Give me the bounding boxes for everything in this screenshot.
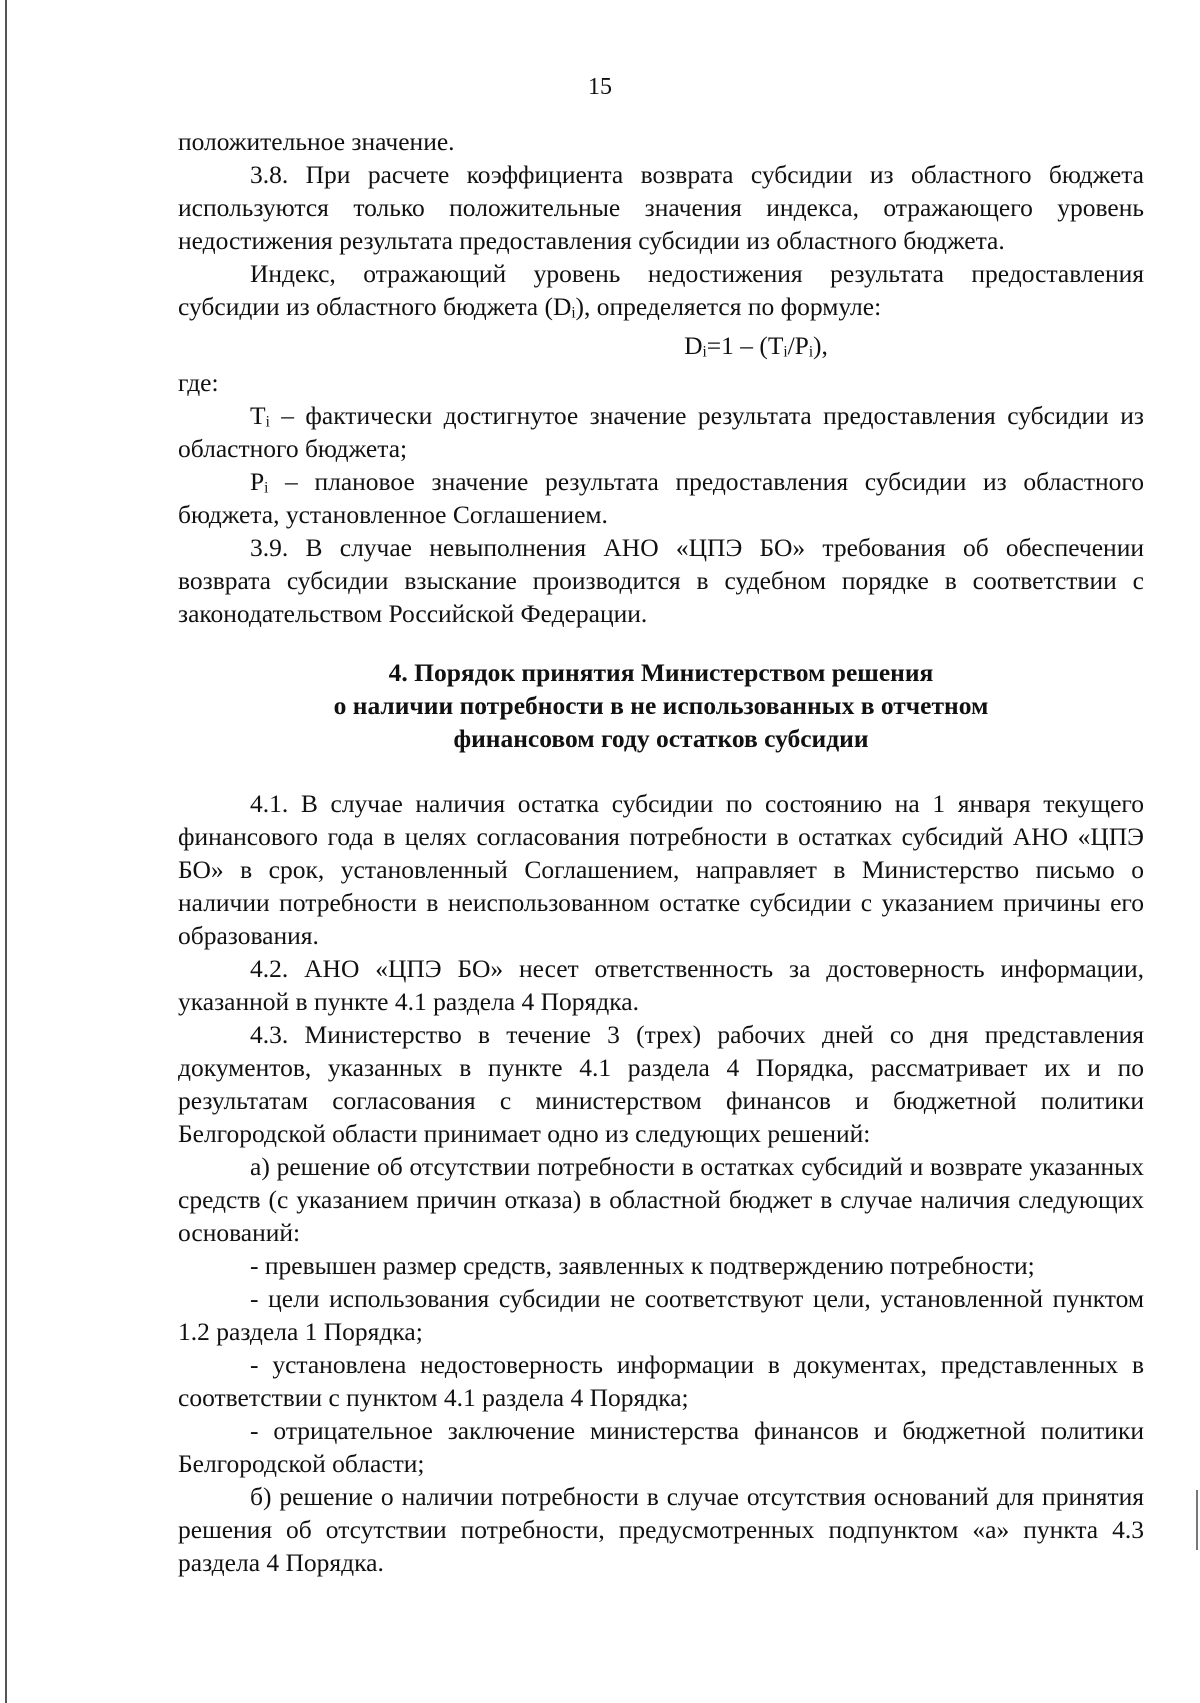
scan-edge-mark (1196, 1490, 1198, 1550)
paragraph-ti-definition: Tᵢ – фактически достигнутое значение результата предоставления субсидии из областного бюджета; (178, 401, 1144, 463)
paragraph-index-definition: Индекс, отражающий уровень недостижения результата предоставления субсидии из областного бюджета (Dᵢ), определяется по формуле: (178, 259, 1144, 321)
paragraph-3-9: 3.9. В случае невыполнения АНО «ЦПЭ БО» требования об обеспечении возврата субсидии взыскание производится в судебном порядке в соответствии с законодательством Российской Федерации. (178, 533, 1144, 628)
section-heading-4 (178, 656, 1144, 755)
paragraph-4-3-a: а) решение об отсутствии потребности в остатках субсидий и возврате указанных средств (с указанием причин отказа) в областной бюджет в случае наличия следующих оснований: (178, 1152, 1144, 1247)
heading-line: 4. Порядок принятия Министерством решения (388, 658, 934, 687)
paragraph-4-3-b: б) решение о наличии потребности в случае отсутствия оснований для принятия решения об отсутствии потребности, предусмотренных подпунктом «а» пункта 4.3 раздела 4 Порядка. (178, 1482, 1144, 1577)
paragraph-pi-definition: Pᵢ – плановое значение результата предоставления субсидии из областного бюджета, установленное Соглашением. (178, 467, 1144, 529)
paragraph-4-3: 4.3. Министерство в течение 3 (трех) рабочих дней со дня представления документов, указанных в пункте 4.1 раздела 4 Порядка, рассматривает их и по результатам согласования с министерством финансов и бюджетной политики Белгородской области принимает одно из следующих решений: (178, 1020, 1144, 1148)
page-number: 15 (588, 74, 612, 100)
paragraph-4-2: 4.2. АНО «ЦПЭ БО» несет ответственность за достоверность информации, указанной в пункте 4.1 раздела 4 Порядка. (178, 954, 1144, 1016)
formula: Dᵢ=1 – (Tᵢ/Pᵢ), (684, 331, 828, 360)
list-item: - установлена недостоверность информации в документах, представленных в соответствии с пунктом 4.1 раздела 4 Порядка; (178, 1350, 1144, 1412)
list-item: - превышен размер средств, заявленных к подтверждению потребности; (250, 1251, 1035, 1280)
paragraph-where: где: (178, 368, 219, 397)
heading-line: финансовом году остатков субсидии (453, 724, 869, 753)
list-item: - цели использования субсидии не соответствуют цели, установленной пунктом 1.2 раздела 1 Порядка; (178, 1284, 1144, 1346)
document-body (178, 125, 1144, 1579)
scan-edge-line (5, 0, 7, 1703)
paragraph-3-8: 3.8. При расчете коэффициента возврата субсидии из областного бюджета используются только положительные значения индекса, отражающего уровень недостижения результата предоставления субсидии из областного бюджета. (178, 160, 1144, 255)
list-item: - отрицательное заключение министерства финансов и бюджетной политики Белгородской области; (178, 1416, 1144, 1478)
paragraph-4-1: 4.1. В случае наличия остатка субсидии по состоянию на 1 января текущего финансового года в целях согласования потребности в остатках субсидий АНО «ЦПЭ БО» в срок, установленный Соглашением, направляет в Министерство письмо о наличии потребности в неиспользованном остатке субсидии с указанием причины его образования. (178, 789, 1144, 950)
paragraph: положительное значение. (178, 127, 455, 156)
heading-line: о наличии потребности в не использованных в отчетном (333, 691, 989, 720)
